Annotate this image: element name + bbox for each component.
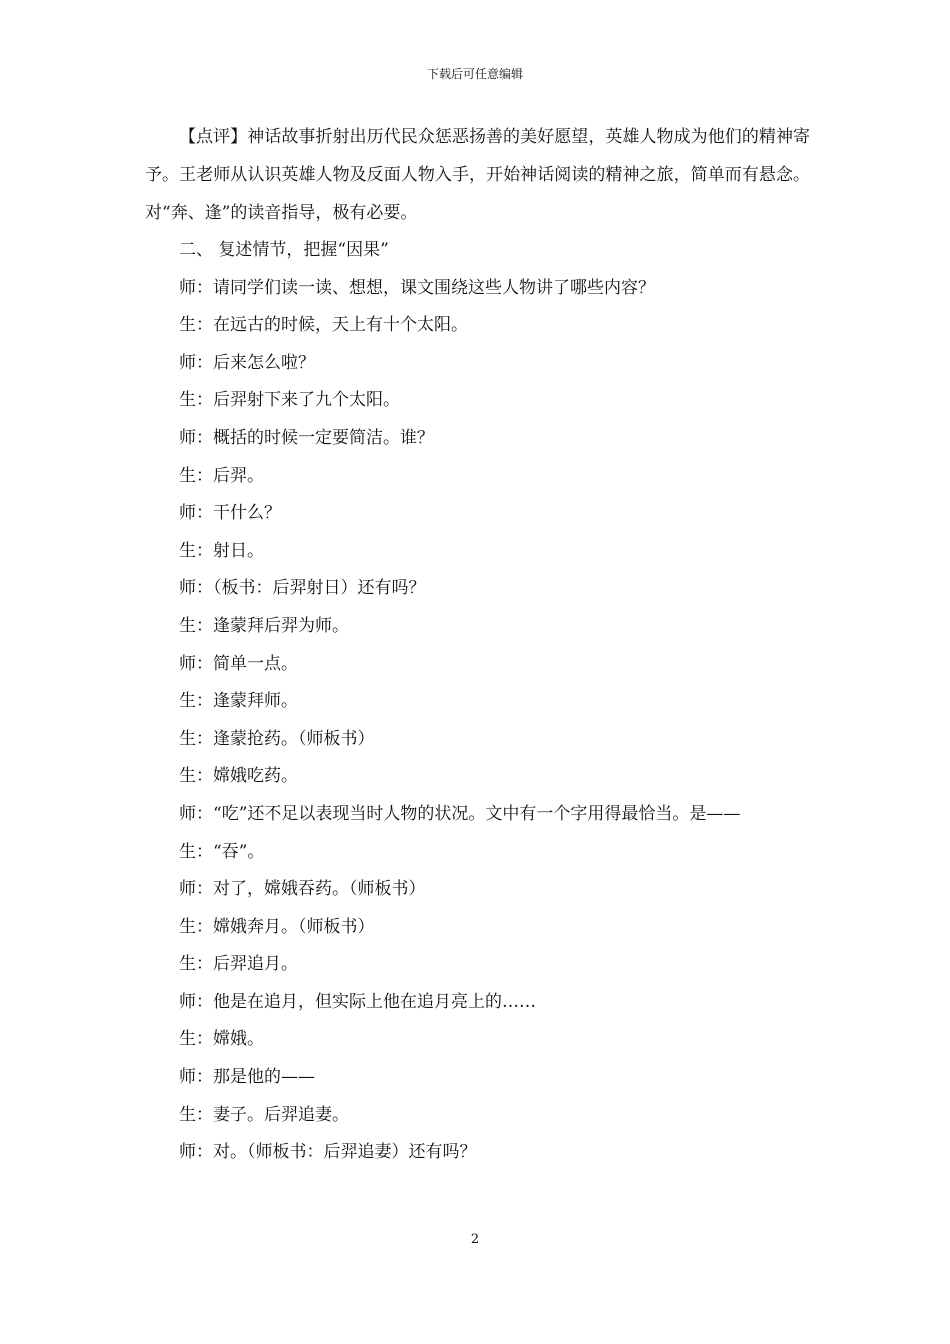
page-number: 2 — [470, 1232, 480, 1247]
dialogue-line: 生：逢蒙拜后羿为师。 — [179, 615, 349, 636]
dialogue-line: 师：干什么？ — [179, 503, 281, 524]
dialogue-line: 师：“吃”还不足以表现当时人物的状况。文中有一个字用得最恰当。是—— — [179, 803, 741, 824]
dialogue-line: 生：嫦娥。 — [179, 1029, 264, 1050]
dialogue-line: 生：逢蒙拜师。 — [179, 691, 298, 712]
commentary-paragraph: 【点评】神话故事折射出历代民众惩恶扬善的美好愿望，英雄人物成为他们的精神寄予。王老师从认识英雄人物及反面人物入手，开始神话阅读的精神之旅，简单而有悬念。对“奔、逢”的读音指导，极有必要。 — [145, 127, 810, 223]
dialogue-line: 生：后羿。 — [179, 465, 264, 486]
dialogue-line: 生：妻子。后羿追妻。 — [179, 1104, 349, 1125]
dialogue-line: 师：后来怎么啦？ — [179, 352, 315, 373]
dialogue-line: 生：后羿射下来了九个太阳。 — [179, 390, 400, 411]
page-header: 下载后可任意编辑 — [426, 67, 523, 81]
dialogue-list — [145, 232, 810, 1172]
dialogue-line: 师：对。（师板书：后羿追妻）还有吗？ — [179, 1142, 477, 1163]
dialogue-line: 生：逢蒙抢药。（师板书） — [179, 728, 375, 749]
dialogue-line: 生：嫦娥吃药。 — [179, 766, 298, 787]
dialogue-line: 师：概括的时候一定要简洁。谁？ — [179, 427, 434, 448]
dialogue-line: 师：简单一点。 — [179, 653, 298, 674]
dialogue-line: 生：嫦娥奔月。（师板书） — [179, 916, 375, 937]
dialogue-line: 师：对了，嫦娥吞药。（师板书） — [179, 879, 426, 900]
dialogue-line: 师：他是在追月，但实际上他在追月亮上的…… — [179, 991, 536, 1012]
section-heading: 二、 复述情节，把握“因果” — [179, 240, 389, 260]
dialogue-line: 师：那是他的—— — [179, 1067, 315, 1088]
dialogue-line: 生：后羿追月。 — [179, 954, 298, 975]
document-body — [145, 118, 810, 1172]
dialogue-line: 生：在远古的时候，天上有十个太阳。 — [179, 315, 468, 336]
dialogue-line: 生：射日。 — [179, 540, 264, 561]
dialogue-line: 师：请同学们读一读、想想，课文围绕这些人物讲了哪些内容？ — [179, 277, 655, 298]
dialogue-line: 生：“吞”。 — [179, 841, 265, 862]
dialogue-line: 师：（板书：后羿射日）还有吗？ — [179, 578, 426, 599]
